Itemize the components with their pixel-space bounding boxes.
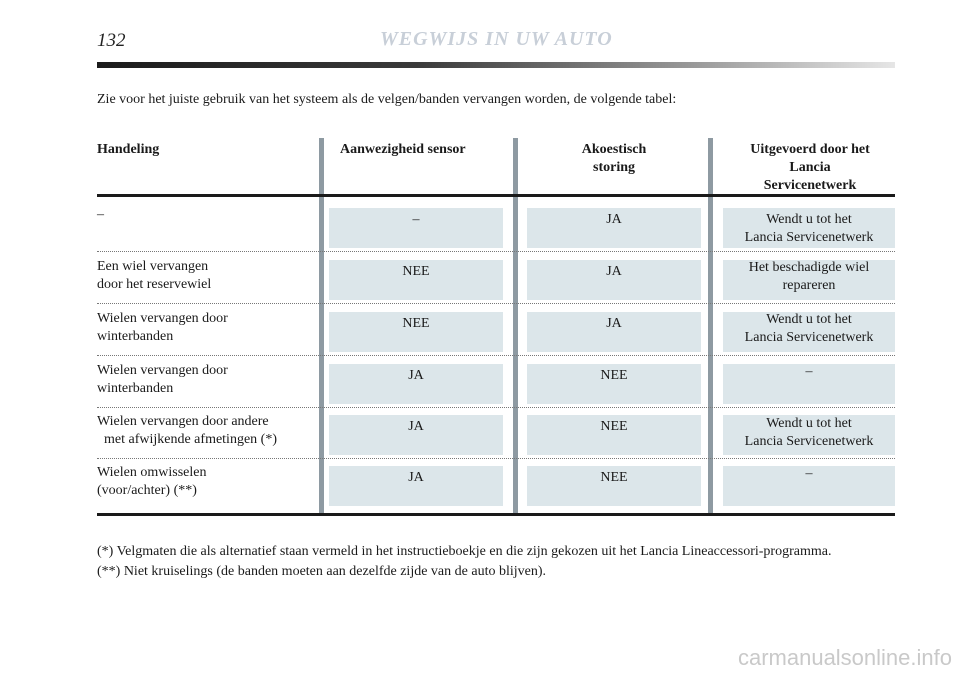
table-cell: – [805, 364, 813, 379]
table-cell: Wielen vervangen door andere met afwijkende afmetingen (*) [97, 414, 277, 447]
table-cell: Wielen vervangen door winterbanden [97, 311, 228, 344]
table-cell: NEE [600, 419, 628, 434]
table-cell: Het beschadigde wiel repareren [748, 260, 870, 293]
table-cell: JA [606, 212, 622, 227]
table-cell: – [805, 466, 813, 481]
row-divider [97, 355, 895, 356]
watermark: carmanualsonline.info [737, 645, 952, 670]
intro-text: Zie voor het juiste gebruik van het systeem als de velgen/banden vervangen worden, de volgende tabel: [97, 92, 677, 107]
table-cell: JA [408, 419, 424, 434]
table-cell: Wendt u tot het Lancia Servicenetwerk [744, 312, 874, 345]
table-cell: NEE [402, 316, 430, 331]
sensor-table [97, 138, 895, 516]
row-divider [97, 407, 895, 408]
column-header-storing: Akoestisch storing [581, 142, 647, 175]
column-header-servicenetwerk: Uitgevoerd door het Lancia Servicenetwerk [750, 142, 870, 193]
column-header-handeling: Handeling [97, 142, 160, 157]
table-cell: JA [606, 264, 622, 279]
table-cell: Een wiel vervangen door het reservewiel [97, 259, 212, 292]
column-header-sensor: Aanwezigheid sensor [340, 142, 466, 157]
table-cell: JA [606, 316, 622, 331]
footnote-1: (*) Velgmaten die als alternatief staan vermeld in het instructieboekje en die zijn gekozen uit het Lancia Lineaccessori-programma. [97, 544, 832, 559]
table-cell: NEE [402, 264, 430, 279]
section-title: WEGWIJS IN UW AUTO [380, 28, 613, 50]
table-cell: JA [408, 368, 424, 383]
table-cell: – [412, 212, 420, 227]
table-cell: Wielen omwisselen (voor/achter) (**) [97, 465, 207, 498]
table-cell: Wielen vervangen door winterbanden [97, 363, 228, 396]
table-cell: NEE [600, 368, 628, 383]
row-divider [97, 458, 895, 459]
footnotes [97, 542, 831, 582]
table-bottom-rule [97, 513, 895, 516]
table-top-rule [97, 194, 895, 197]
row-divider [97, 303, 895, 304]
row-divider [97, 251, 895, 252]
page-number: 132 [97, 30, 126, 51]
table-cell: JA [408, 470, 424, 485]
table-cell: Wendt u tot het Lancia Servicenetwerk [744, 416, 874, 449]
footnote-2: (**) Niet kruiselings (de banden moeten aan dezelfde zijde van de auto blijven). [97, 564, 546, 579]
table-cell: – [97, 207, 104, 222]
header-rule [97, 62, 895, 68]
table-cell: NEE [600, 470, 628, 485]
table-cell: Wendt u tot het Lancia Servicenetwerk [744, 212, 874, 245]
